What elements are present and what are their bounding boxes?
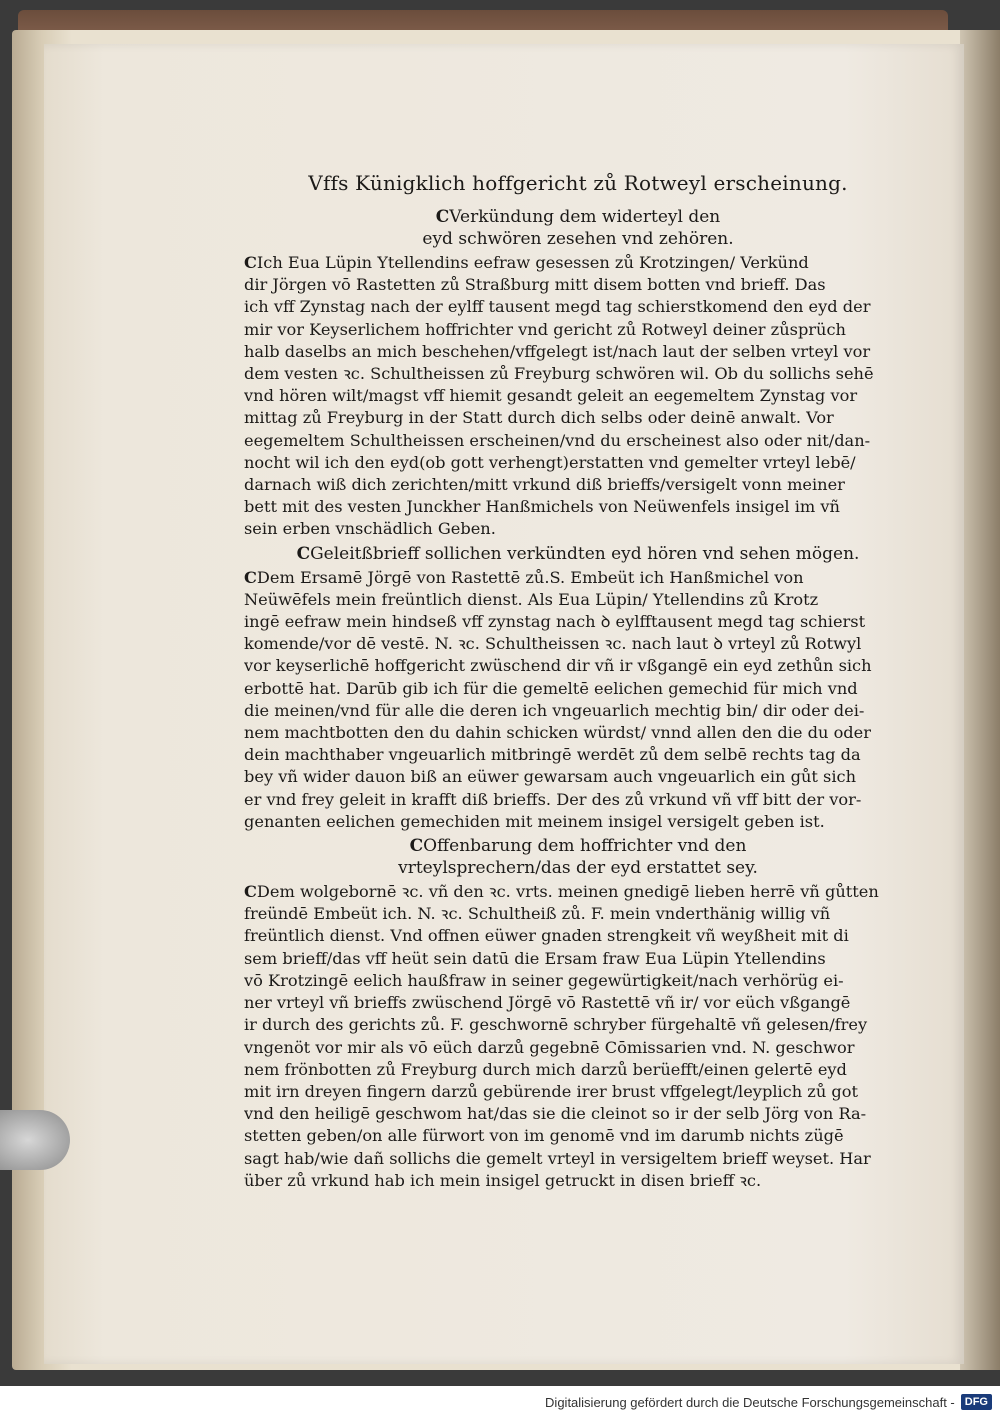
- page-text-block: [244, 170, 912, 1192]
- text-line: [244, 903, 912, 925]
- section: [244, 835, 912, 1192]
- line-text: die meinen/vnd für alle die deren ich vngeuarlich mechtig bin/ dir oder dei-: [244, 700, 865, 720]
- text-line: [244, 766, 912, 788]
- text-line: [244, 925, 912, 947]
- text-line: [244, 633, 912, 655]
- line-text: vnd hören wilt/magst vff hiemit gesandt geleit an eegemeltem Zynstag vor: [244, 386, 858, 406]
- pilcrow-mark: C: [435, 207, 450, 227]
- heading-line: [244, 835, 912, 857]
- line-text: freüntlich dienst. Vnd offnen eüwer gnaden strengkeit vñ weyßheit mit di: [244, 926, 849, 946]
- heading-line: [244, 543, 912, 565]
- text-line: [244, 341, 912, 363]
- book-spine: [960, 30, 1000, 1370]
- line-text: Dem wolgebornē ꝛc. vñ den ꝛc. vrts. meinen gnedigē lieben herrē vñ gůtten: [256, 882, 879, 902]
- line-text: mittag zů Freyburg in der Statt durch dich selbs oder deinē anwalt. Vor: [244, 408, 834, 428]
- text-line: [244, 1059, 912, 1081]
- line-text: ingē eefraw mein hindseß vff zynstag nach ꝺ eylfftausent megd tag schierst: [244, 612, 866, 632]
- text-line: [244, 363, 912, 385]
- pilcrow-mark: C: [244, 882, 257, 902]
- text-line: [244, 567, 912, 589]
- text-line: [244, 252, 912, 274]
- footer-text: Digitalisierung gefördert durch die Deutsche Forschungsgemeinschaft -: [545, 1394, 955, 1410]
- section: [244, 206, 912, 541]
- section-paragraph: [244, 252, 912, 541]
- line-text: dem vesten ꝛc. Schultheissen zů Freyburg schwören wil. Ob du sollichs sehē: [244, 364, 874, 384]
- text-line: [244, 1170, 912, 1192]
- section-heading: [244, 206, 912, 250]
- text-line: [244, 948, 912, 970]
- text-line: [244, 722, 912, 744]
- line-text: sem brieff/das vff heüt sein datū die Ersam fraw Eua Lüpin Ytellendins: [244, 948, 826, 968]
- text-line: [244, 789, 912, 811]
- thumb-holding-page: [0, 1110, 70, 1170]
- text-line: [244, 474, 912, 496]
- text-line: [244, 655, 912, 677]
- line-text: dir Jörgen vō Rastetten zů Straßburg mitt disem botten vnd brieff. Das: [244, 275, 826, 295]
- line-text: darnach wiß dich zerichten/mitt vrkund diß brieffs/versigelt vonn meiner: [244, 475, 845, 495]
- text-line: [244, 700, 912, 722]
- line-text: mit irn dreyen fingern darzů gebürende irer brust vffgelegt/leyplich zů got: [244, 1081, 859, 1101]
- section-paragraph: [244, 881, 912, 1192]
- heading-text: Geleitßbrieff sollichen verkündten eyd hören vnd sehen mögen.: [310, 543, 860, 564]
- line-text: ich vff Zynstag nach der eylff tausent megd tag schierstkomend den eyd der: [244, 297, 871, 317]
- heading-text: vrteylsprechern/das der eyd erstattet sey.: [398, 858, 758, 879]
- section-heading: [244, 835, 912, 879]
- line-text: erbottē hat. Darūb gib ich für die gemeltē eelichen gemechid für mich vnd: [244, 678, 858, 698]
- line-text: eegemeltem Schultheissen erscheinen/vnd du erscheinest also oder nit/dan-: [244, 430, 871, 450]
- line-text: Neüwēfels mein freüntlich dienst. Als Eua Lüpin/ Ytellendins zů Krotz: [244, 589, 819, 609]
- text-line: [244, 1081, 912, 1103]
- text-line: [244, 589, 912, 611]
- sections-container: [244, 206, 912, 1192]
- text-line: [244, 970, 912, 992]
- line-text: dein machthaber vngeuarlich mitbringē werdēt zů dem selbē rechts tag da: [244, 745, 861, 765]
- line-text: ner vrteyl vñ brieffs zwüschend Jörgē vō Rastettē vñ ir/ vor eüch vßgangē: [244, 993, 851, 1013]
- line-text: sagt hab/wie dañ sollichs die gemelt vrteyl in versigeltem brieff weyset. Har: [244, 1148, 871, 1168]
- heading-line: [244, 206, 912, 228]
- text-line: [244, 496, 912, 518]
- text-line: [244, 1037, 912, 1059]
- section-paragraph: [244, 567, 912, 833]
- line-text: er vnd frey geleit in krafft diß brieffs. Der des zů vrkund vñ vff bitt der vor-: [244, 789, 862, 809]
- line-text: stetten geben/on alle fürwort von im genomē vnd im darumb nichts zügē: [244, 1126, 844, 1146]
- line-text: Ich Eua Lüpin Ytellendins eefraw gesessen zů Krotzingen/ Verkünd: [256, 253, 809, 272]
- pilcrow-mark: C: [409, 836, 424, 857]
- text-line: [244, 385, 912, 407]
- text-line: [244, 518, 912, 540]
- pilcrow-mark: C: [296, 543, 311, 564]
- text-line: [244, 296, 912, 318]
- text-line: [244, 1014, 912, 1036]
- heading-text: Offenbarung dem hoffrichter vnd den: [423, 836, 747, 857]
- text-line: [244, 1125, 912, 1147]
- heading-text: eyd schwören zesehen vnd zehören.: [422, 229, 734, 249]
- line-text: halb daselbs an mich beschehen/vffgelegt ist/nach laut der selben vrteyl vor: [244, 341, 871, 361]
- line-text: vō Krotzingē eelich haußfraw in seiner gegewürtigkeit/nach verhörüg ei-: [244, 970, 844, 990]
- pilcrow-mark: C: [244, 567, 257, 587]
- text-line: [244, 611, 912, 633]
- line-text: über zů vrkund hab ich mein insigel getruckt in disen brieff ꝛc.: [244, 1170, 762, 1190]
- text-line: [244, 678, 912, 700]
- text-line: [244, 430, 912, 452]
- heading-line: [244, 228, 912, 250]
- section-heading: [244, 543, 912, 565]
- line-text: bett mit des vesten Junckher Hanßmichels von Neüwenfels insigel im vñ: [244, 497, 840, 517]
- text-line: [244, 1148, 912, 1170]
- heading-text: Verkündung dem widerteyl den: [449, 207, 721, 227]
- text-line: [244, 744, 912, 766]
- line-text: vnd den heiligē geschwom hat/das sie die cleinot so ir der selb Jörg von Ra-: [244, 1104, 867, 1124]
- heading-line: [244, 857, 912, 879]
- footer-bar: [0, 1386, 1000, 1418]
- line-text: komende/vor dē vestē. N. ꝛc. Schultheissen ꝛc. nach laut ꝺ vrteyl zů Rotwyl: [244, 634, 862, 654]
- line-text: nocht wil ich den eyd(ob gott verhengt)erstatten vnd gemelter vrteyl lebē/: [244, 452, 856, 472]
- line-text: bey vñ wider dauon biß an eüwer gewarsam auch vngeuarlich ein gůt sich: [244, 767, 857, 787]
- text-line: [244, 452, 912, 474]
- line-text: nem frönbotten zů Freyburg durch mich darzů berüefft/einen gelertē eyd: [244, 1059, 847, 1079]
- line-text: Dem Ersamē Jörgē von Rastettē zů.S. Embeüt ich Hanßmichel von: [256, 567, 804, 587]
- line-text: genanten eelichen gemechiden mit meinem insigel versigelt geben ist.: [244, 811, 825, 831]
- text-line: [244, 407, 912, 429]
- line-text: nem machtbotten den du dahin schicken würdst/ vnnd allen den die du oder: [244, 723, 871, 743]
- text-line: [244, 992, 912, 1014]
- line-text: vor keyserlichē hoffgericht zwüschend dir vñ ir vßgangē ein eyd zethůn sich: [244, 656, 872, 676]
- text-line: [244, 881, 912, 903]
- line-text: sein erben vnschädlich Geben.: [244, 519, 496, 539]
- running-head: Vffs Künigklich hoffgericht zů Rotweyl erscheinung.: [308, 171, 848, 195]
- dfg-logo: DFG: [961, 1394, 992, 1410]
- text-line: [244, 319, 912, 341]
- line-text: vngenöt vor mir als vō eüch darzů gegebnē Cōmissarien vnd. N. geschwor: [244, 1037, 855, 1057]
- section: [244, 543, 912, 833]
- text-line: [244, 274, 912, 296]
- line-text: mir vor Keyserlichem hoffrichter vnd gericht zů Rotweyl deiner zůsprüch: [244, 319, 846, 339]
- text-line: [244, 1103, 912, 1125]
- text-line: [244, 811, 912, 833]
- line-text: ir durch des gerichts zů. F. geschwornē schryber fürgehaltē vñ gelesen/frey: [244, 1015, 868, 1035]
- pilcrow-mark: C: [244, 253, 257, 272]
- line-text: freündē Embeüt ich. N. ꝛc. Schultheiß zů. F. mein vnderthänig willig vñ: [244, 904, 831, 924]
